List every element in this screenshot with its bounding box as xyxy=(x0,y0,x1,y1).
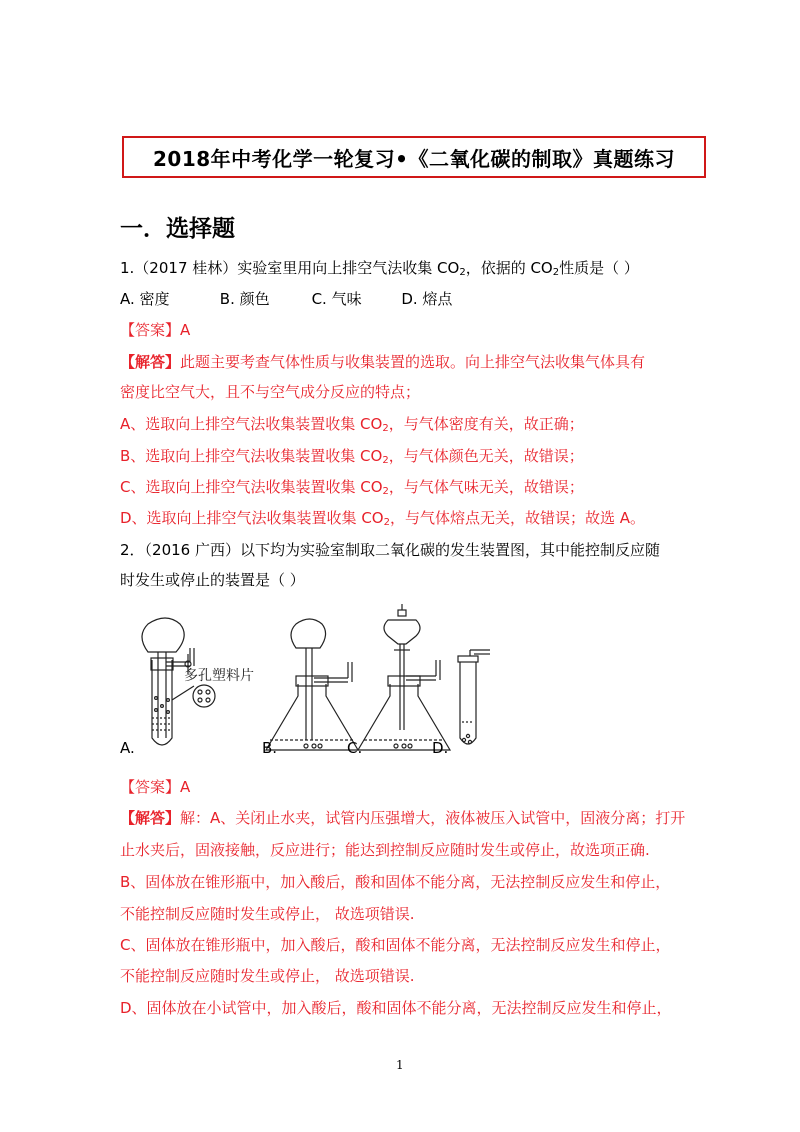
question-2-stem-line-2: 时发生或停止的装置是（ ） xyxy=(120,571,305,589)
question-1-explain-a: A、选取向上排空气法收集装置收集 $CO_2$，与气体密度有关，故正确； xyxy=(120,415,584,434)
document-title: 2018年中考化学一轮复习•《二氧化碳的制取》真题练习 xyxy=(153,146,675,171)
question-2-analysis-line-5: C、固体放在锥形瓶中，加入酸后，酸和固体不能分离，无法控制反应发生和停止， xyxy=(120,936,671,954)
figure-label-porous-plate: 多孔塑料片 xyxy=(184,668,254,684)
option-b: B. 颜色 xyxy=(219,290,270,308)
question-2-analysis-line-6: 不能控制反应随时发生或停止， 故选项错误. xyxy=(120,967,415,985)
apparatus-figure xyxy=(118,600,518,760)
option-a: A. 密度 xyxy=(120,290,170,308)
apparatus-b xyxy=(266,619,358,750)
question-2-analysis-line-7: D、固体放在小试管中，加入酸后，酸和固体不能分离，无法控制反应发生和停止， xyxy=(120,999,672,1017)
question-2-analysis-line-2: 止水夹后，固液接触，反应进行；能达到控制反应随时发生或停止，故选项正确. xyxy=(120,841,650,859)
question-1-answer: 【答案】A xyxy=(120,321,191,339)
question-1-explain-d: D、选取向上排空气法收集装置收集 $CO_2$，与气体熔点无关，故错误；故选 A。 xyxy=(120,509,646,528)
section-heading: 一．选择题 xyxy=(120,216,235,242)
page-number: 1 xyxy=(396,1058,404,1072)
option-d: D. 熔点 xyxy=(401,290,453,308)
figure-option-c: C. xyxy=(347,739,363,757)
question-1-options xyxy=(120,289,452,309)
apparatus-d xyxy=(458,650,490,744)
figure-option-b: B. xyxy=(262,739,278,757)
apparatus-c xyxy=(358,604,450,750)
question-1-explain-b: B、选取向上排空气法收集装置收集 $CO_2$，与气体颜色无关，故错误； xyxy=(120,447,584,466)
question-2-analysis-line-3: B、固体放在锥形瓶中，加入酸后，酸和固体不能分离，无法控制反应发生和停止， xyxy=(120,873,671,891)
question-1-analysis-line-2: 密度比空气大，且不与空气成分反应的特点； xyxy=(120,383,421,401)
option-c: C. 气味 xyxy=(311,290,362,308)
question-1-analysis-line-1: 【解答】此题主要考查气体性质与收集装置的选取。向上排空气法收集气体具有 xyxy=(120,353,646,371)
question-1-stem: 1.（2017 桂林）实验室里用向上排空气法收集 $CO_2$，依据的 $CO_2$性质是（ ） xyxy=(120,259,639,278)
question-2-stem-line-1: 2．（2016 广西）以下均为实验室制取二氧化碳的发生装置图，其中能控制反应随 xyxy=(120,541,660,559)
document-title-box xyxy=(122,136,706,178)
figure-option-a: A. xyxy=(120,739,135,757)
question-2-analysis-line-1: 【解答】解：A、关闭止水夹，试管内压强增大，液体被压入试管中，固液分离；打开 xyxy=(120,809,686,827)
question-2-analysis-line-4: 不能控制反应随时发生或停止， 故选项错误. xyxy=(120,905,415,923)
figure-option-d: D. xyxy=(432,739,449,757)
question-1-explain-c: C、选取向上排空气法收集装置收集 $CO_2$，与气体气味无关，故错误； xyxy=(120,478,584,497)
question-2-answer: 【答案】A xyxy=(120,778,191,796)
